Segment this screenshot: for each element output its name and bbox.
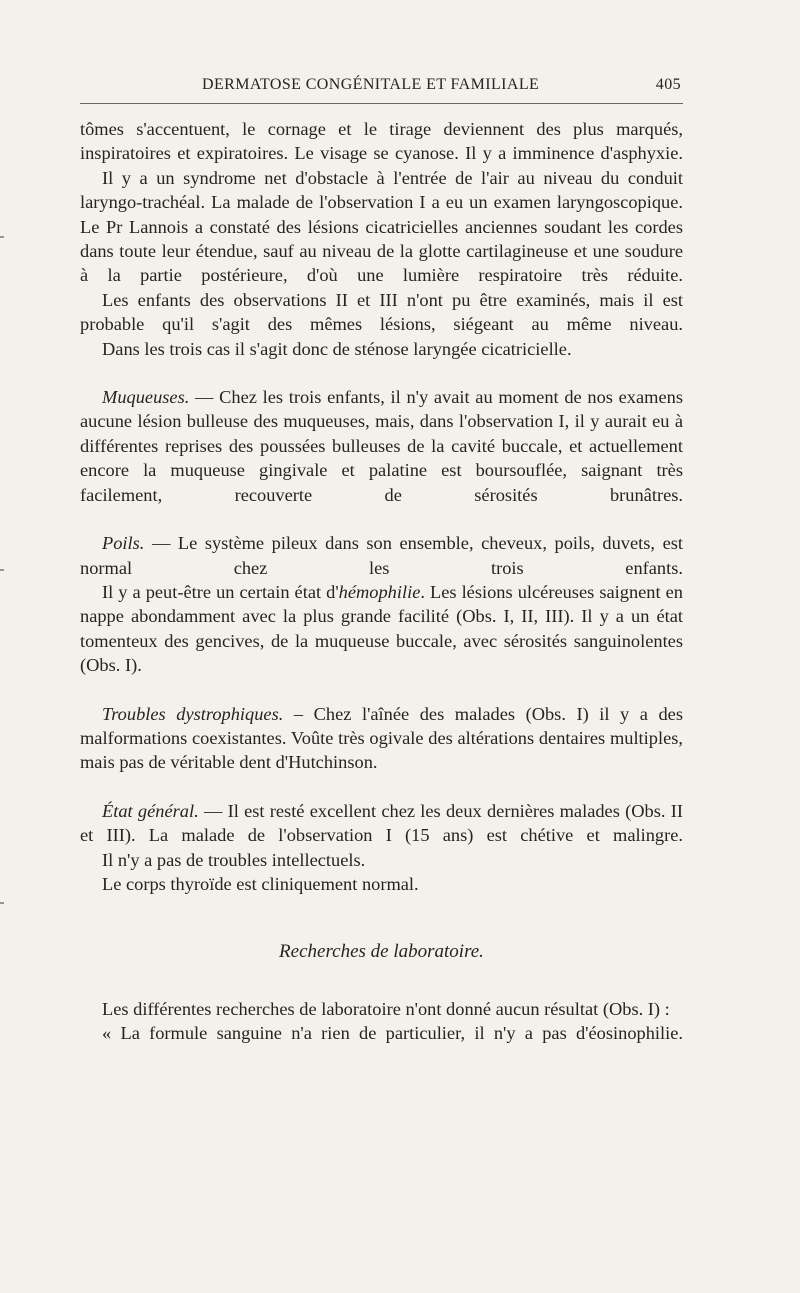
section-title: Recherches de laboratoire.	[279, 941, 484, 963]
paragraph-muqueuses	[80, 385, 683, 507]
running-title: DERMATOSE CONGÉNITALE ET FAMILIALE	[202, 76, 540, 93]
header-rule	[80, 103, 683, 104]
paragraph: Les différentes recherches de laboratoire n'ont donné aucun résultat (Obs. I) :	[102, 998, 670, 1019]
paragraph-lead: État général.	[102, 800, 199, 821]
paragraph-text: Il y a peut-être un certain état d'	[102, 581, 339, 602]
paragraph: « La formule sanguine n'a rien de particulier, il n'y a pas d'éosinophilie.	[102, 1023, 683, 1044]
scan-mark	[0, 902, 4, 904]
emphasis: hémophilie	[338, 581, 421, 602]
paragraph-text: – Chez l'aînée des malades (Obs. I) il y a des malformations coexistantes. Voûte très ogivale des altérations dentaires multiples, mais pas de véritable dent d'Hutchinson.	[80, 703, 683, 773]
page-body	[80, 117, 683, 1046]
scan-mark	[0, 236, 4, 238]
paragraph-etat	[80, 799, 683, 848]
page-number: 405	[655, 76, 681, 93]
paragraph: Les enfants des observations II et III n'ont pu être examinés, mais il est probable qu'il s'agit des mêmes lésions, siégeant au même niveau.	[80, 289, 683, 335]
paragraph: Le corps thyroïde est cliniquement normal.	[102, 873, 419, 894]
paragraph-lead: Muqueuses.	[102, 387, 190, 408]
paragraph: Il y a un syndrome net d'obstacle à l'entrée de l'air au niveau du conduit laryngo-trachéal. La malade de l'observation I a eu un examen laryngoscopique. Le Pr Lannois a constaté des lésions cicatricielles anciennes soudant les cordes dans toute leur étendue, sauf au niveau de la glotte cartilagineuse et une soudure à la partie postérieure, d'où une lumière respiratoire très réduite.	[80, 167, 683, 286]
paragraph-lead: Poils.	[102, 533, 145, 554]
paragraph-text: — Il est resté excellent chez les deux dernières malades (Obs. II et III). La malade de l'observation I (15 ans) est chétive et malingre.	[80, 800, 683, 846]
paragraph: Il n'y a pas de troubles intellectuels.	[102, 849, 366, 870]
paragraph-text: — Le système pileux dans son ensemble, cheveux, poils, duvets, est normal chez les trois enfants.	[80, 533, 683, 578]
paragraph-text: — Chez les trois enfants, il n'y avait au moment de nos examens aucune lésion bulleuse des muqueuses, mais, dans l'observation I, il y aurait eu à différentes reprises des poussées bulleuses de la cavité buccale, et actuellement encore la muqueuse gingivale et palatine est boursouflée, saignant très facilement, recouverte de sérosités brunâtres.	[80, 387, 683, 505]
paragraph-text: . Les lésions ulcéreuses saignent en nappe abondamment avec la plus grande facilité (Obs. I, II, III). Il y a un état tomenteux des gencives, de la muqueuse buccale, avec sérosités sanguinolentes (Obs. I).	[80, 581, 683, 676]
paragraph-hemophilie	[80, 580, 683, 678]
paragraph: tômes s'accentuent, le cornage et le tirage deviennent des plus marqués, inspiratoires et expiratoires. Le visage se cyanose. Il y a imminence d'asphyxie.	[80, 119, 683, 164]
paragraph-poils	[80, 531, 683, 580]
scan-mark	[0, 569, 4, 571]
paragraph: Dans les trois cas il s'agit donc de sténose laryngée cicatricielle.	[102, 338, 572, 359]
paragraph-troubles	[80, 702, 683, 775]
paragraph-lead: Troubles dystrophiques.	[102, 703, 284, 724]
